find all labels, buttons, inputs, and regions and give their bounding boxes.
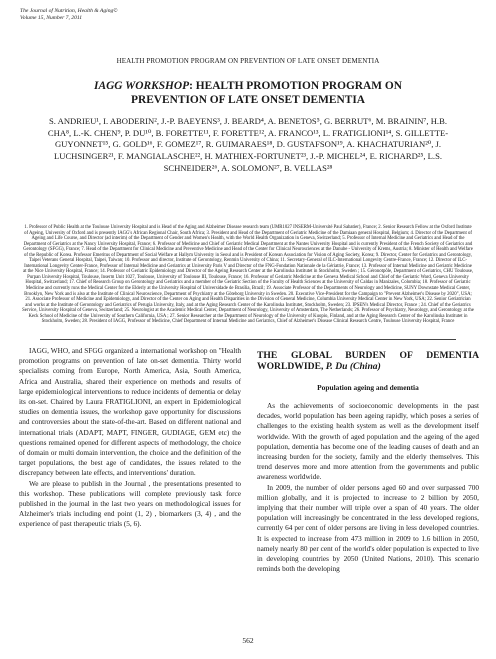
journal-name: The Journal of Nutrition, Health & Aging©: [20, 8, 118, 14]
running-title: HEALTH PROMOTION PROGRAM ON PREVENTION OF LATE ONSET DEMENTIA: [116, 57, 380, 65]
page-number: 562: [242, 636, 254, 645]
journal-volume: Volume 15, Number 7, 2011: [20, 14, 83, 21]
body-paragraph: As the achievements of socioeconomic developments in the past decades, world population has been ageing rapidly, which poses a series of challenges to the existing health system as well as the development itself worldwide. With the growth of aged population and the ageing of the aged population, dementia has become one of the leading causes of death and an increasing burden for the society, family and the elderly themselves. This trend deserves more and more attention from the governments and public awareness worldwide.: [257, 402, 479, 482]
title-prefix: IAGG WORKSHOP: [94, 80, 190, 92]
affiliations: 1. Professor of Public Health at the Toulouse University Hospital and is Head of the Aging and Alzheimer Disease research team (UMR1027 INSERM-Université Paul Sabatier), France; 2. Senior Research Fellow at the Oxford Institute of Ageing, University of Oxford and is presently IAGG's African Regional Chair, South Africa; 3. President and Head of the Department of Geriatric Medicine of the Damiaan general Hospital, Belgium; 4. Director of the Department of Ageing and Life Course, and Director (ad interim) of the Department of Gender and Women's Health, with the World Health Organization in Geneva, Switzerland; 5. Professor of Internal Medicine and Geriatrics and Head of the Department of Geriatrics at the Nancy University Hospital, France; 6. Professor of Medicine and Chief of Geriatric Medical Department at the Nantes University Hospital and is currently President of the French Society of Geriatrics and Gerontology (SFGG), France; 7. Head of the Department for Clinical Medicine and Preventive Medicine and Head of the Center for Clinical Neurosciences at the Danube - University of Krems, Austria; 8. Minister of Health and Welfare of the Republic of Korea. Professor Emeritus of Department of Social Welfare at Hallym University in Seoul and is President of Korean Association for Vision of Aging Society, Korea; 9. Director, Center for Geriatrics and Gerontology, Taipei Veterans General Hospital, Taipei, Taiwan; 10. Professor and director, Institute of Gerontology, Renmin University of China; 11. Secretary-General of ILC-International Longevity Centre-France, France; 12. Director of ILC-International Longevity Center-France, Professor of Internal Medicine and Geriatrics at University Paris V and Director of the FNG-Fondation Nationale de la Gériatrie, France; 13. Professor of Internal Medicine and Geriatric Medicine at the Nice University Hospital, France; 14. Professor of Geriatric Epidemiology and Director of the Ageing Research Center at the Karolinska Institutet in Stockholm, Sweden ; 15. Géronotpôle, Department of Geriatrics, CHU Toulouse, Purpan University Hospital, Toulouse, Inserm Unit 1027, Toulouse, University of Toulouse III, Toulouse, France; 16. Professor of Geriatric Medicine at the Geneva Medical School and Chief of the Geriatric Ward, Geneva University Hospital, Switzerland; 17. Chief of Research Group on Gerontology and Geriatrics and a member of the Geriatric Section of the Faculty of Health Sciences at the University of Caldas in Manizales, Colombia; 18. Professor of Geriatric Medicine and currently runs the Medical Center for the Elderly at the University Hospital of Universidade de Brasília, Brazil; 19. Associate Professor of the Departments of Neurology and Medicine, SUNY Downstate Medical Center, Brooklyn, New York and is also at the Institute of Clinical Neuroscience, Department of Psychiatry at the Göteborg University in Sweden. 20. Executive Vice-President for the Campaign to "Prevent Alzheimer's Disease by 2020", USA; 21. Associate Professor of Medicine and Epidemiology, and Director of the Center on Aging and Health Disparities in the Division of General Medicine, Columbia University Medical Center in New York, USA; 22. Senior Geriatrician and works at the Institute of Gerontology and Geriatrics of Perugia University, Italy, and at the Aging Research Center of the Karolinska Institutet, Stockholm, Sweden; 23. IPSEN's Medical Director, France ; 24. Chief of the Geriatrics Service, University Hospital of Geneva, Switzerland; 25. Neurologist at the Academic Medical Center, Department of Neurology, University of Amsterdam, The Netherlands; 26. Professor of Psychiatry, Neurology, and Gerontology at the Keck School of Medicine of the University of Southern California, USA ; 27. Senior Researcher at the Department of Neurology of the University of Kuopio, Finland, and at the Aging Research Center of the Karolinska Institutet in Stockholm, Sweden; 28. President of IAGG, Professor of Medicine, Chief Department of Internal Medicine and Geriatrics, Chief of Alzheimer's Disease Clinical Research Centre, Toulouse University Hospital, France: [22, 225, 474, 325]
intro-paragraph: IAGG, WHO, and SFGG organized a international workshop on "Health promotion programs on prevention of late on-set dementia. Thirty world specialists coming from Europe, North America, Asia, South America, Africa and Australia, shared their experience on methods and results of large epidemiological interventions to reduce incidents of dementia or delay its on-set. Chaired by Laura FRATIGLIONI, an expert in Epidemiological studies on dementia issues, the workshop gave opportunity for discussions and controversies about the state-of-the-art. Based on different national and international trials (ADAPT, MAPT, FINGER, GUDIAGE, GEM etc) the questions remained opened for different aspects of methodology, the choice of domain or multi domain intervention, the choice and the definition of the target populations, the best age of candidates, the issues related to the discrepancy between late effects, and interventions' duration.: [19, 347, 241, 478]
title-rest: : HEALTH PROMOTION PROGRAM ON PREVENTION OF LATE ONSET DEMENTIA: [131, 80, 402, 106]
article-title: [70, 79, 426, 107]
author-list: S. ANDRIEU¹, I. ABODERIN², J.-P. BAEYENS³, J. BEARD⁴, A. BENETOS⁵, G. BERRUT⁶, M. BRAININ⁷, H.B. CHA⁸, L.-K. CHEN⁹, P. DU¹⁰, B. FORETTE¹¹, F. FORETTE¹², A. FRANCO¹³, L. FRATIGLIONI¹⁴, S. GILLETTE-GUYONNET¹⁵, G. GOLD¹⁶, F. GOMEZ¹⁷, R. GUIMARAES¹⁸, D. GUSTAFSON¹⁹, A. KHACHATURIAN²⁰, J. LUCHSINGER²¹, F. MANGIALASCHE²², H. MATHIEX-FORTUNET²³, J.-P. MICHEL²⁴, E. RICHARD²⁵, L.S. SCHNEIDER²⁶, A. SOLOMON²⁷, B. VELLAS²⁸: [47, 116, 449, 173]
body-paragraph: In 2009, the number of older persons aged 60 and over surpassed 700 million globally, and it is projected to increase to 2 billion by 2050, implying that their number will triple over a span of 40 years. The older population will increasingly be concentrated in the less developed regions, currently 64 per cent of older persons are living in less developed countries. It is expected to increase from 473 million in 2009 to 1.6 billion in 2050, namely nearly 80 per cent of the world's older population is expected to live in developing countries by 2050 (United Nations, 2010). This scenario reminds both the developing: [257, 483, 479, 574]
left-column: [19, 346, 241, 530]
section-heading: [257, 350, 479, 373]
divider: [40, 339, 456, 340]
right-column: [257, 346, 479, 574]
subsection-heading: Population ageing and dementia: [317, 382, 419, 392]
section-title: THE GLOBAL BURDEN OF DEMENTIA WORLDWIDE,: [257, 350, 479, 373]
section-author: P. Du (China): [325, 361, 381, 373]
journal-header: [20, 8, 118, 21]
intro-paragraph: We are please to publish in the Journal , the presentations presented to this workshop. These publications will complete previously task force published in the journal in the last two years on methodological issues for Alzheimer's trials including end point (1, 2) , biomarkers (3, 4) , and the experience of past therapeutic trials (5, 6).: [19, 479, 241, 529]
